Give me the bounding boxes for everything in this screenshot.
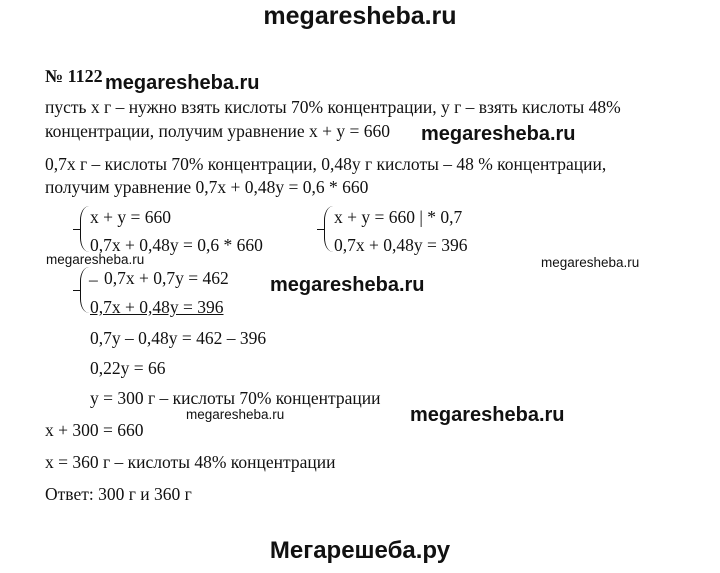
system-1-equation-1: x + y = 660 [90, 207, 171, 227]
solution-step: x = 360 г – кислоты 48% концентрации [45, 452, 336, 472]
paragraph-2-line-1: 0,7x г – кислоты 70% концентрации, 0,48y г кислоты – 48 % концентрации, [45, 154, 607, 174]
watermark-top: megaresheba.ru [263, 2, 457, 30]
problem-number: № 1122 [45, 66, 103, 86]
watermark-bottom: Мегарешеба.ру [269, 537, 451, 564]
solution-step: 0,7y – 0,48y = 462 – 396 [90, 328, 267, 348]
system-3-equation-1: 0,7x + 0,7y = 462 [104, 268, 229, 288]
watermark-inline: megaresheba.ru [186, 407, 285, 422]
system-2-equation-1: x + y = 660 | * 0,7 [334, 207, 463, 227]
solution-step: 0,22y = 66 [90, 358, 166, 378]
answer: Ответ: 300 г и 360 г [45, 484, 192, 504]
watermark-inline: megaresheba.ru [410, 404, 565, 426]
watermark-inline: megaresheba.ru [270, 274, 425, 296]
paragraph-2-line-2: получим уравнение 0,7x + 0,48y = 0,6 * 660 [45, 177, 369, 197]
watermark-inline: megaresheba.ru [541, 255, 640, 270]
watermark-inline: megaresheba.ru [46, 252, 145, 267]
solution-step: y = 300 г – кислоты 70% концентрации [90, 388, 381, 408]
minus-sign: _ [89, 263, 98, 283]
system-1-equation-2: 0,7x + 0,48y = 0,6 * 660 [90, 235, 263, 255]
system-3-equation-2: 0,7x + 0,48y = 396 [90, 297, 224, 317]
system-2-equation-2: 0,7x + 0,48y = 396 [334, 235, 468, 255]
paragraph-1-line-2: концентрации, получим уравнение x + y = 660 [45, 121, 390, 141]
paragraph-1-line-1: пусть x г – нужно взять кислоты 70% концентрации, y г – взять кислоты 48% [45, 97, 621, 117]
solution-step: x + 300 = 660 [45, 420, 144, 440]
watermark-inline: megaresheba.ru [105, 72, 260, 94]
watermark-inline: megaresheba.ru [421, 123, 576, 145]
